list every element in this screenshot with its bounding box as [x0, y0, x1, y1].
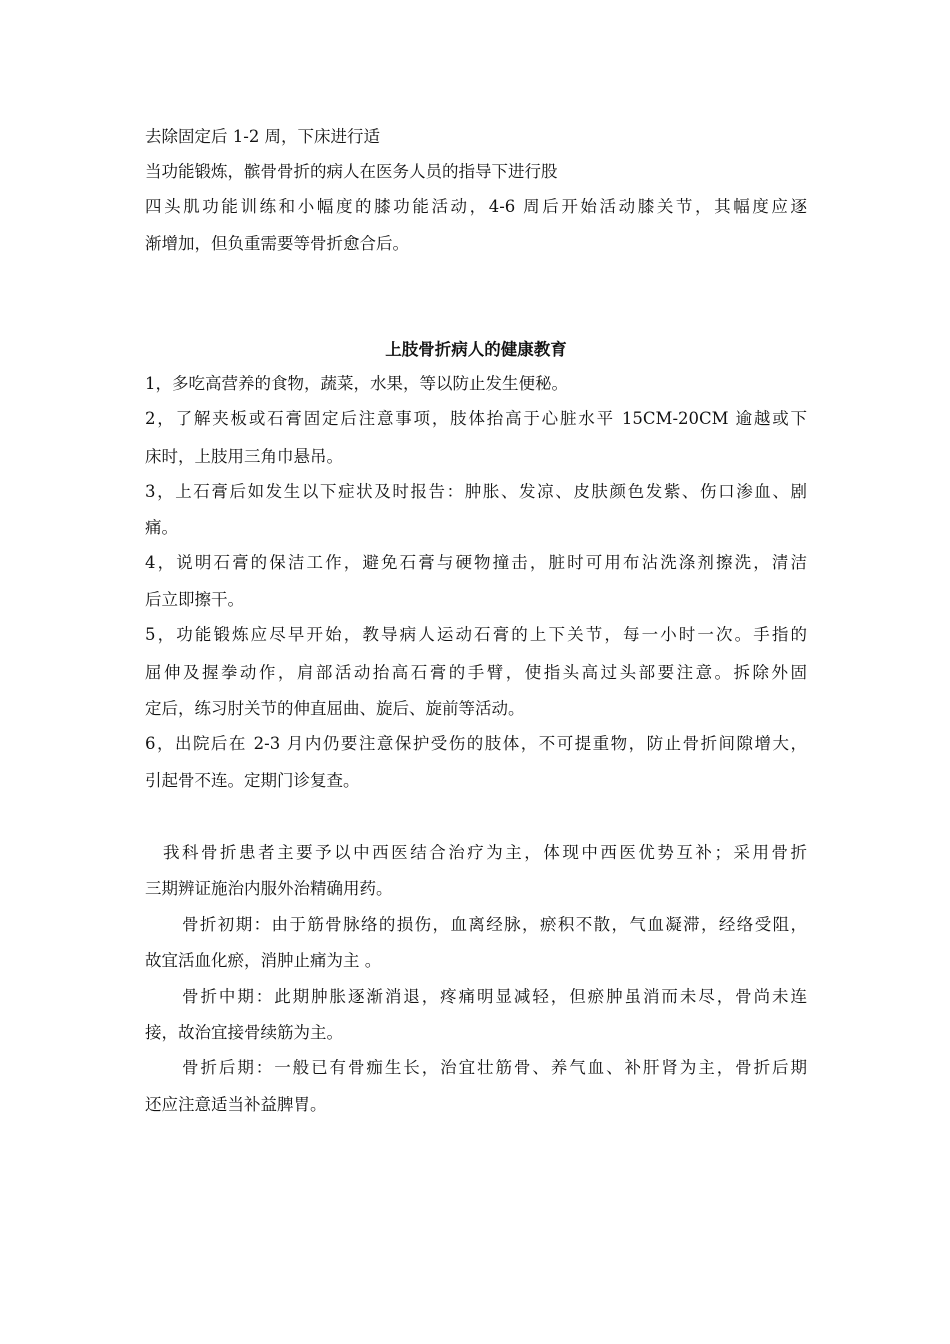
intro-line-3: 四头肌功能训练和小幅度的膝功能活动，4-6 周后开始活动膝关节，其幅度应逐 [145, 197, 807, 216]
section-title: 上肢骨折病人的健康教育 [385, 340, 567, 359]
item-6-line-2: 引起骨不连。定期门诊复查。 [145, 771, 360, 790]
item-3-line-1: 3，上石膏后如发生以下症状及时报告：肿胀、发凉、皮肤颜色发紫、伤口渗血、剧 [145, 482, 807, 501]
tcm-late-line-2: 还应注意适当补益脾胃。 [145, 1095, 327, 1114]
tcm-early-line-1: 骨折初期：由于筋骨脉络的损伤，血离经脉，瘀积不散，气血凝滞，经络受阻， [182, 915, 807, 934]
tcm-early-line-2: 故宜活血化瘀，消肿止痛为主 。 [145, 951, 382, 970]
item-2-line-1: 2，了解夹板或石膏固定后注意事项，肢体抬高于心脏水平 15CM-20CM 逾越或下 [145, 409, 807, 428]
tcm-late-line-1: 骨折后期：一般已有骨痂生长，治宜壮筋骨、养气血、补肝肾为主，骨折后期 [182, 1058, 807, 1077]
item-6-line-1: 6，出院后在 2-3 月内仍要注意保护受伤的肢体，不可提重物，防止骨折间隙增大， [145, 734, 807, 753]
tcm-middle-line-2: 接，故治宜接骨续筋为主。 [145, 1023, 343, 1042]
item-5-line-3: 定后，练习肘关节的伸直屈曲、旋后、旋前等活动。 [145, 699, 525, 718]
tcm-intro-line-1: 我科骨折患者主要予以中西医结合治疗为主，体现中西医优势互补；采用骨折 [163, 843, 807, 862]
item-4-line-1: 4，说明石膏的保洁工作，避免石膏与硬物撞击，脏时可用布沾洗涤剂擦洗，清洁 [145, 553, 807, 572]
item-4-line-2: 后立即擦干。 [145, 590, 244, 609]
item-3-line-2: 痛。 [145, 518, 178, 537]
item-5-line-2: 屈伸及握拳动作，肩部活动抬高石膏的手臂，使指头高过头部要注意。拆除外固 [145, 663, 807, 682]
item-2-line-2: 床时，上肢用三角巾悬吊。 [145, 447, 343, 466]
intro-line-1: 去除固定后 1-2 周，下床进行适 [145, 127, 381, 146]
tcm-intro-line-2: 三期辨证施治内服外治精确用药。 [145, 879, 393, 898]
intro-line-4: 渐增加，但负重需要等骨折愈合后。 [145, 234, 409, 253]
intro-line-2: 当功能锻炼，髌骨骨折的病人在医务人员的指导下进行股 [145, 162, 558, 181]
item-1-line-1: 1，多吃高营养的食物，蔬菜，水果，等以防止发生便秘。 [145, 374, 568, 393]
tcm-middle-line-1: 骨折中期：此期肿胀逐渐消退，疼痛明显减轻，但瘀肿虽消而未尽，骨尚未连 [182, 987, 807, 1006]
item-5-line-1: 5，功能锻炼应尽早开始，教导病人运动石膏的上下关节，每一小时一次。手指的 [145, 625, 807, 644]
